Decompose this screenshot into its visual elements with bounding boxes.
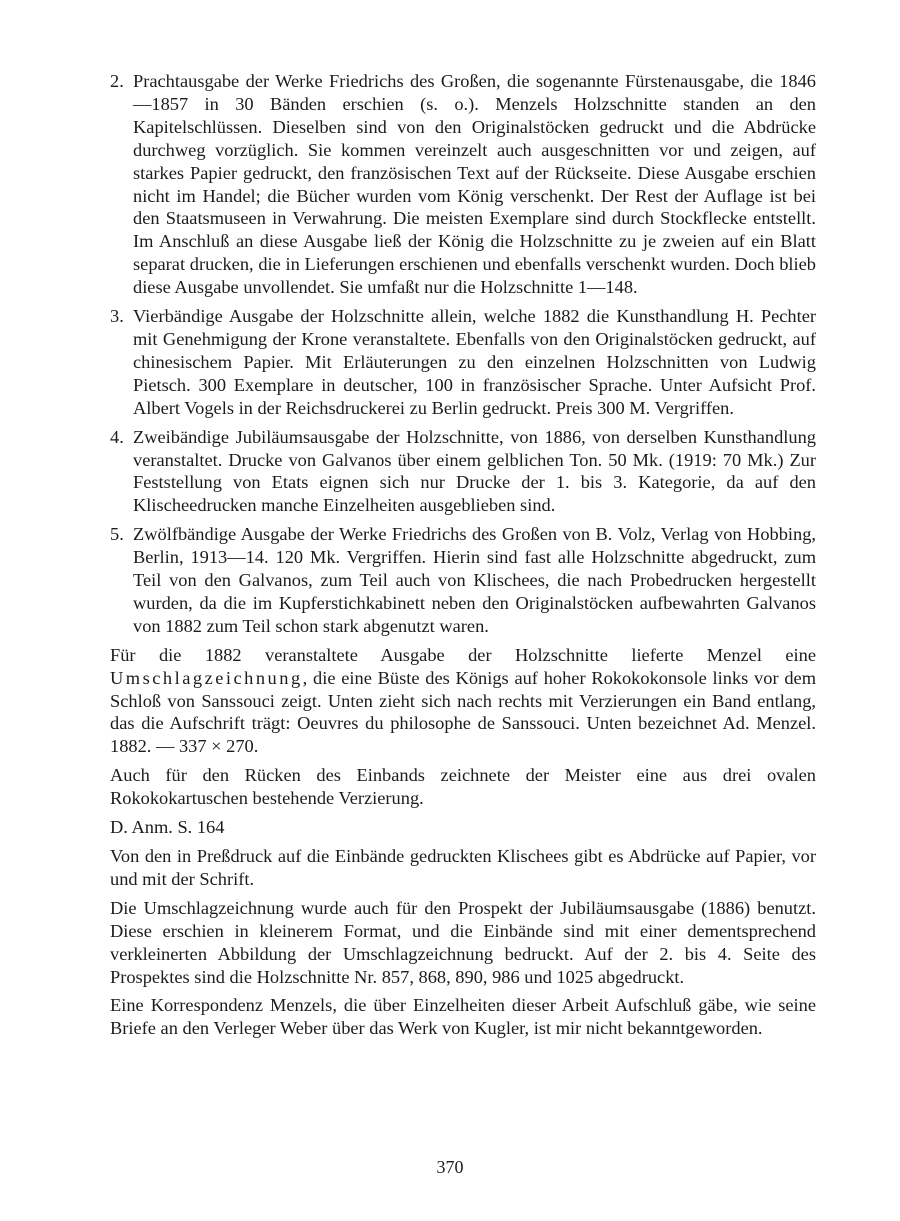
list-item-number: 3. [110,306,124,327]
list-item-number: 4. [110,426,124,447]
list-item [110,523,816,638]
reference-note: D. Anm. S. 164 [110,817,225,838]
list-item [110,426,816,518]
list-item [110,305,816,420]
spaced-term: Umschlagzeichnung [110,667,303,688]
list-item [110,70,816,299]
paragraph: Auch für den Rücken des Einbands zeichnete der Meister eine aus drei ovalen Rokokokartuschen bestehende Verzierung. [110,765,816,809]
page-body [110,70,816,1046]
paragraph: Die Umschlagzeichnung wurde auch für den Prospekt der Jubiläumsausgabe (1886) benutzt. Diese erschien in kleinerem Format, und die Einbände sind mit einer dementsprechend verkleinerten Abbildung der Umschlagzeichnung bedruckt. Auf der 2. bis 4. Seite des Prospektes sind die Holzschnitte Nr. 857, 868, 890, 986 und 1025 abgedruckt. [110,897,816,987]
list-item-text: Vierbändige Ausgabe der Holzschnitte allein, welche 1882 die Kunsthandlung H. Pechter mit Genehmigung der Krone veranstaltete. Ebenfalls von den Originalstöcken gedruckt, auf chinesischem Papier. Mit Erläuterungen zu den einzelnen Holzschnitten von Ludwig Pietsch. 300 Exemplare in deutscher, 100 in französischer Sprache. Unter Aufsicht Prof. Albert Vogels in der Reichsdruckerei zu Berlin gedruckt. Preis 300 M. Vergriffen. [133,306,816,418]
paragraph-text-end: , die eine Büste des Königs auf hoher Rokokokonsole links vor dem Schloß von Sanssouci zeigt. Unten zieht sich nach rechts mit Verzierungen ein Band entlang, das die Aufschrift trägt: Oeuvres du philosophe de Sanssouci. Unten bezeichnet Ad. Menzel. 1882. — 337 × 270. [110,667,816,757]
list-item-text: Zweibändige Jubiläumsausgabe der Holzschnitte, von 1886, von derselben Kunsthandlung veranstaltet. Drucke von Galvanos über einem gelblichen Ton. 50 Mk. (1919: 70 Mk.) Zur Feststellung von Etats eignen sich nur Drucke der 1. bis 3. Kategorie, da auf den Klischeedrucken manche Einzelheiten ausgeblieben sind. [133,426,816,516]
list-item-number: 2. [110,71,124,91]
paragraph: Von den in Preßdruck auf die Einbände gedruckten Klischees gibt es Abdrücke auf Papier, vor und mit der Schrift. [110,846,816,889]
list-item-text: Zwölfbändige Ausgabe der Werke Friedrichs des Großen von B. Volz, Verlag von Hobbing, Berlin, 1913—14. 120 Mk. Vergriffen. Hierin sind fast alle Holzschnitte abgedruckt, zum Teil von den Galvanos, zum Teil auch von Klischees, die nach Probedrucken hergestellt wurden, da die im Kupferstichkabinett neben den Originalstöcken aufbewahrten Galvanos von 1882 zum Teil schon stark abgenutzt waren. [133,524,816,636]
list-item-number: 5. [110,524,124,545]
cover-drawing-paragraph [110,644,816,759]
paragraph: Eine Korrespondenz Menzels, die über Einzelheiten dieser Arbeit Aufschluß gäbe, wie seine Briefe an den Verleger Weber über das Werk von Kugler, ist mir nicht bekanntgeworden. [110,995,816,1039]
list-item-text: Prachtausgabe der Werke Friedrichs des Großen, die sogenannte Fürstenausgabe, die 1846—1857 in 30 Bänden erschien (s. o.). Menzels Holzschnitte standen an den Kapitelschlüssen. Dieselben sind von den Originalstöcken gedruckt und die Abdrücke durchweg vorzüglich. Sie kommen vereinzelt auch ausgeschnitten vor und zeigen, auf starkes Papier gedruckt, den französischen Text auf der Rückseite. Diese Ausgabe erschien nicht im Handel; die Bücher wurden vom König verschenkt. Der Rest der Auflage ist bei den Staatsmuseen in Verwahrung. Die meisten Exemplare sind durch Stockflecke entstellt. Im Anschluß an diese Ausgabe ließ der König die Holzschnitte zu je zweien auf ein Blatt separat drucken, die in Lieferungen erschienen und ebenfalls verschenkt wurden. Doch blieb diese Ausgabe unvollendet. Sie umfaßt nur die Holzschnitte 1—148. [133,71,816,298]
paragraph-text-start: Für die 1882 veranstaltete Ausgabe der Holzschnitte lieferte Menzel eine [110,644,816,665]
page-number: 370 [436,1157,464,1177]
